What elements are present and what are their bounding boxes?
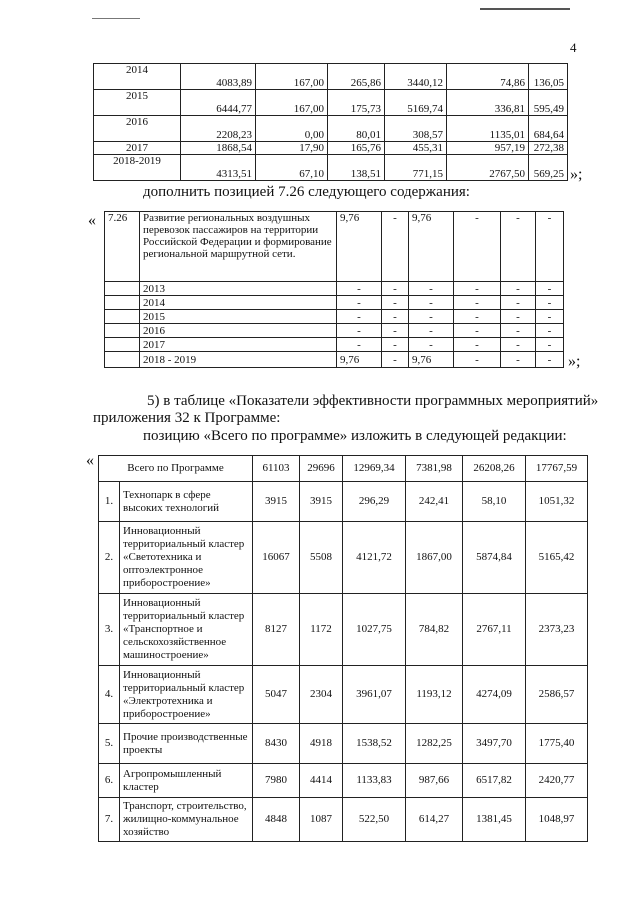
- table-cell: 1027,75: [343, 594, 406, 666]
- table-cell: Технопарк в сфере высоких технологий: [120, 482, 253, 522]
- table-cell: 7381,98: [406, 456, 463, 482]
- table-cell: 7980: [253, 764, 300, 798]
- table-cell: -: [409, 282, 454, 296]
- table-cell: 6.: [99, 764, 120, 798]
- table-cell: 5874,84: [463, 522, 526, 594]
- table-cell: -: [382, 296, 409, 310]
- table-row: [105, 324, 564, 338]
- table-cell: 9,76: [337, 212, 382, 282]
- table-cell: 167,00: [256, 64, 328, 90]
- table-cell: -: [454, 212, 501, 282]
- table-cell: 957,19: [447, 142, 529, 155]
- table-cell: 265,86: [328, 64, 385, 90]
- table-cell: 165,76: [328, 142, 385, 155]
- table-cell: -: [454, 282, 501, 296]
- table-row: [105, 296, 564, 310]
- table-cell: 8127: [253, 594, 300, 666]
- table-cell: Инновационный территориальный кластер «Транспортное и сельскохозяйственное машиностроение»: [120, 594, 253, 666]
- table-financing-continuation: [93, 63, 568, 181]
- table-cell: 455,31: [385, 142, 447, 155]
- table-cell: -: [536, 296, 564, 310]
- table-cell: 2016: [140, 324, 337, 338]
- table-cell: 3915: [300, 482, 343, 522]
- table-cell: 58,10: [463, 482, 526, 522]
- table-cell: 16067: [253, 522, 300, 594]
- table-cell: 595,49: [529, 90, 568, 116]
- table-cell: 7.: [99, 798, 120, 842]
- table-cell: 1133,83: [343, 764, 406, 798]
- table-cell: -: [382, 352, 409, 368]
- table-cell: 26208,26: [463, 456, 526, 482]
- table-cell: 138,51: [328, 155, 385, 181]
- table-cell: [105, 282, 140, 296]
- table-cell: -: [382, 324, 409, 338]
- table-cell: -: [382, 212, 409, 282]
- table-cell: 67,10: [256, 155, 328, 181]
- table-row: [99, 482, 588, 522]
- paragraph-item-5-line1: 5) в таблице «Показатели эффективности программных мероприятий»: [147, 393, 599, 409]
- table-cell: -: [536, 338, 564, 352]
- table-cell: 2018-2019: [94, 155, 181, 181]
- table-cell: -: [454, 324, 501, 338]
- table-cell: 61103: [253, 456, 300, 482]
- table-cell: 9,76: [337, 352, 382, 368]
- table-cell: 2373,23: [526, 594, 588, 666]
- table-row: [105, 338, 564, 352]
- table-cell: -: [409, 324, 454, 338]
- table-cell: 5169,74: [385, 90, 447, 116]
- table-cell: 2017: [94, 142, 181, 155]
- table-row: [99, 522, 588, 594]
- table-cell: -: [536, 310, 564, 324]
- table-cell: Транспорт, строительство, жилищно-коммунальное хозяйство: [120, 798, 253, 842]
- table-cell: 80,01: [328, 116, 385, 142]
- table-row: [105, 212, 564, 282]
- table-cell: -: [382, 310, 409, 324]
- table-row: [94, 155, 568, 181]
- table-cell: Прочие производственные проекты: [120, 724, 253, 764]
- table-cell: -: [501, 352, 536, 368]
- table-cell: 771,15: [385, 155, 447, 181]
- scan-mark: [92, 18, 140, 19]
- table-cell: 175,73: [328, 90, 385, 116]
- scan-mark: [480, 8, 570, 10]
- table-cell: -: [536, 282, 564, 296]
- table-cell: 987,66: [406, 764, 463, 798]
- table-cell: 4083,89: [181, 64, 256, 90]
- table-cell: 1172: [300, 594, 343, 666]
- table-cell: 614,27: [406, 798, 463, 842]
- table-cell: 242,41: [406, 482, 463, 522]
- table-cell: -: [501, 324, 536, 338]
- table-cell: 3961,07: [343, 666, 406, 724]
- paragraph-add-position: дополнить позицией 7.26 следующего содержания:: [143, 184, 470, 200]
- table-cell: 336,81: [447, 90, 529, 116]
- table-position-7-26: [104, 211, 564, 368]
- table-row: [94, 116, 568, 142]
- table-cell: [105, 296, 140, 310]
- table-cell: 2.: [99, 522, 120, 594]
- table-cell: 9,76: [409, 352, 454, 368]
- table-cell: 4274,09: [463, 666, 526, 724]
- table-cell: -: [501, 212, 536, 282]
- table-cell: 2016: [94, 116, 181, 142]
- table-row: [94, 64, 568, 90]
- table-cell: -: [382, 282, 409, 296]
- table-cell: 2586,57: [526, 666, 588, 724]
- table-row: [94, 90, 568, 116]
- table-cell: -: [337, 282, 382, 296]
- page-number: 4: [570, 40, 577, 55]
- table-cell: 4848: [253, 798, 300, 842]
- table-cell: 5.: [99, 724, 120, 764]
- table-cell: 2015: [94, 90, 181, 116]
- table-cell: 8430: [253, 724, 300, 764]
- table-cell: 1538,52: [343, 724, 406, 764]
- opening-quote: «: [86, 452, 94, 469]
- table-cell: 784,82: [406, 594, 463, 666]
- table-cell: 308,57: [385, 116, 447, 142]
- table-cell: 1135,01: [447, 116, 529, 142]
- table-row: [99, 724, 588, 764]
- table-cell: 522,50: [343, 798, 406, 842]
- table-cell: 5508: [300, 522, 343, 594]
- table-cell: 74,86: [447, 64, 529, 90]
- table-cell: -: [536, 212, 564, 282]
- table-row: [99, 594, 588, 666]
- table-cell: 2017: [140, 338, 337, 352]
- table-cell: 3915: [253, 482, 300, 522]
- table-cell: -: [382, 338, 409, 352]
- table-cell: Агропромышленный кластер: [120, 764, 253, 798]
- table-cell: Развитие региональных воздушных перевозок пассажиров на территории Российской Федерации и формирование региональной маршрутной сети.: [140, 212, 337, 282]
- table-cell: 136,05: [529, 64, 568, 90]
- paragraph-item-5-line2: приложения 32 к Программе:: [93, 410, 281, 426]
- table-cell: -: [409, 338, 454, 352]
- table-cell: 684,64: [529, 116, 568, 142]
- table-cell: 2013: [140, 282, 337, 296]
- table-cell: 1381,45: [463, 798, 526, 842]
- table-cell: 2018 - 2019: [140, 352, 337, 368]
- opening-quote: «: [88, 212, 96, 229]
- table-cell: Инновационный территориальный кластер «Электротехника и приборостроение»: [120, 666, 253, 724]
- table-row: [99, 764, 588, 798]
- table-row: [105, 310, 564, 324]
- table-cell: 3440,12: [385, 64, 447, 90]
- table-cell: 569,25: [529, 155, 568, 181]
- table-cell: 2767,11: [463, 594, 526, 666]
- table-cell: 1.: [99, 482, 120, 522]
- table-cell: -: [337, 296, 382, 310]
- table-cell: -: [454, 338, 501, 352]
- table-cell: 7.26: [105, 212, 140, 282]
- table-cell: Всего по Программе: [99, 456, 253, 482]
- table-cell: 1282,25: [406, 724, 463, 764]
- table-cell: 2767,50: [447, 155, 529, 181]
- closing-quote: »;: [568, 353, 581, 370]
- table-cell: 1051,32: [526, 482, 588, 522]
- table-row: [105, 352, 564, 368]
- table-cell: 6444,77: [181, 90, 256, 116]
- table-cell: -: [337, 324, 382, 338]
- table-cell: 2015: [140, 310, 337, 324]
- table-cell: 2014: [140, 296, 337, 310]
- table-cell: 6517,82: [463, 764, 526, 798]
- table-program-efficiency: [98, 455, 588, 842]
- table-cell: 4121,72: [343, 522, 406, 594]
- table-cell: 272,38: [529, 142, 568, 155]
- table-cell: 2208,23: [181, 116, 256, 142]
- table-cell: 1193,12: [406, 666, 463, 724]
- table-cell: -: [501, 338, 536, 352]
- table-cell: -: [454, 310, 501, 324]
- table-cell: -: [501, 282, 536, 296]
- table-cell: 1868,54: [181, 142, 256, 155]
- table-row: [105, 282, 564, 296]
- table-row: [94, 142, 568, 155]
- table-cell: [105, 338, 140, 352]
- table-cell: [105, 310, 140, 324]
- table-cell: 4.: [99, 666, 120, 724]
- table-cell: 4313,51: [181, 155, 256, 181]
- table-cell: -: [337, 338, 382, 352]
- table-cell: 0,00: [256, 116, 328, 142]
- table-cell: 1775,40: [526, 724, 588, 764]
- table-cell: -: [536, 324, 564, 338]
- table-cell: -: [501, 310, 536, 324]
- table-cell: 2420,77: [526, 764, 588, 798]
- paragraph-total-position: позицию «Всего по программе» изложить в следующей редакции:: [143, 428, 567, 444]
- table-cell: 1048,97: [526, 798, 588, 842]
- table-row: [99, 798, 588, 842]
- table-cell: -: [536, 352, 564, 368]
- table-cell: 17767,59: [526, 456, 588, 482]
- closing-quote: »;: [570, 166, 583, 183]
- table-cell: 296,29: [343, 482, 406, 522]
- table-cell: 12969,34: [343, 456, 406, 482]
- table-cell: 167,00: [256, 90, 328, 116]
- table-cell: [105, 324, 140, 338]
- table-row-total: [99, 456, 588, 482]
- table-cell: -: [454, 296, 501, 310]
- table-cell: -: [454, 352, 501, 368]
- table-cell: -: [501, 296, 536, 310]
- table-cell: 17,90: [256, 142, 328, 155]
- table-cell: -: [409, 310, 454, 324]
- table-cell: 5047: [253, 666, 300, 724]
- table-cell: 2014: [94, 64, 181, 90]
- table-cell: -: [337, 310, 382, 324]
- table-cell: -: [409, 296, 454, 310]
- table-cell: 1867,00: [406, 522, 463, 594]
- table-row: [99, 666, 588, 724]
- table-cell: 1087: [300, 798, 343, 842]
- table-cell: 4414: [300, 764, 343, 798]
- table-cell: 29696: [300, 456, 343, 482]
- table-cell: 4918: [300, 724, 343, 764]
- table-cell: 5165,42: [526, 522, 588, 594]
- table-cell: 9,76: [409, 212, 454, 282]
- table-cell: [105, 352, 140, 368]
- table-cell: 3497,70: [463, 724, 526, 764]
- table-cell: 2304: [300, 666, 343, 724]
- table-cell: 3.: [99, 594, 120, 666]
- table-cell: Инновационный территориальный кластер «Светотехника и оптоэлектронное приборостроение»: [120, 522, 253, 594]
